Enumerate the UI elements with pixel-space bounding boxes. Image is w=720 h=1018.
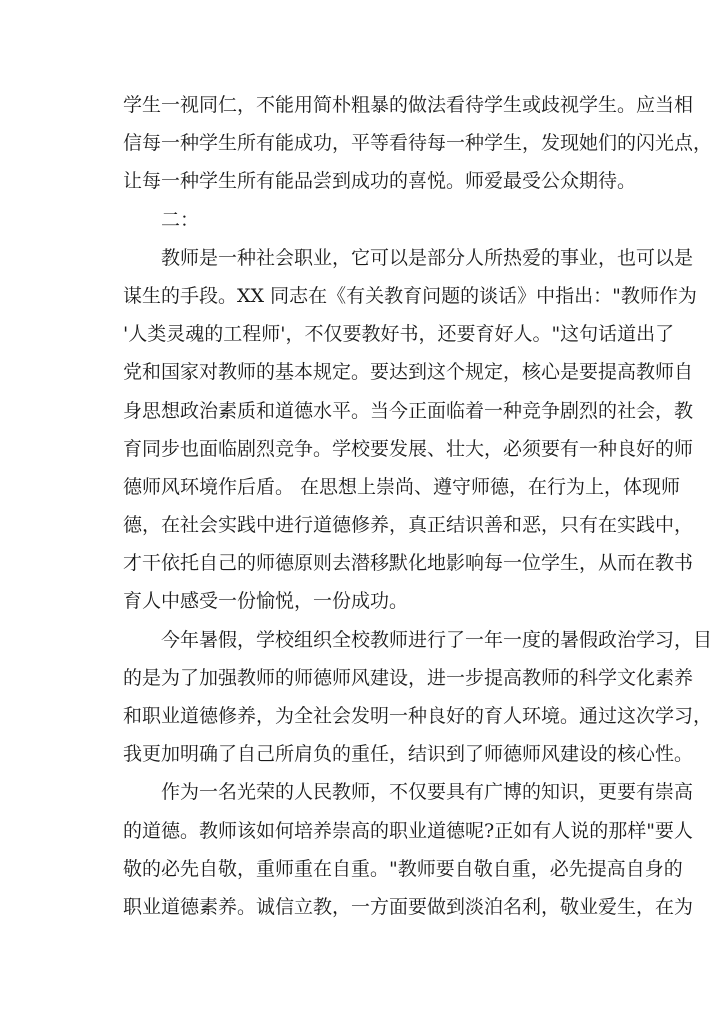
text-line: 让每一种学生所有能品尝到成功的喜悦。师爱最受公众期待。 — [123, 170, 637, 193]
text-line: 德师风环境作后盾。 在思想上崇尚、遵守师德，在行为上，体现师 — [123, 475, 681, 498]
text-line: 谋生的手段。XX 同志在《有关教育问题的谈话》中指出："教师作为 — [123, 284, 697, 307]
text-line: 才干依托自己的师德原则去潜移默化地影响每一位学生，从而在教书 — [123, 552, 694, 575]
text-line: 作为一名光荣的人民教师，不仅要具有广博的知识，更要有崇高 — [161, 781, 694, 804]
text-line: 和职业道德修养，为全社会发明一种良好的育人环境。通过这次学习， — [123, 705, 713, 727]
text-line: 今年暑假，学校组织全校教师进行了一年一度的暑假政治学习，目 — [161, 628, 713, 651]
text-line: 我更加明确了自己所肩负的重任，结识到了师德师风建设的核心性。 — [123, 743, 694, 766]
text-line: '人类灵魂的工程师'，不仅要教好书，还要育好人。"这句话道出了 — [123, 323, 675, 346]
text-line: 职业道德素养。诚信立教，一方面要做到淡泊名利，敬业爱生，在为 — [123, 895, 694, 918]
text-line: 党和国家对教师的基本规定。要达到这个规定，核心是要提高教师自 — [123, 361, 694, 384]
text-line: 敬的必先自敬，重师重在自重。"教师要自敬自重，必先提高自身的 — [123, 857, 683, 880]
text-line: 教师是一种社会职业，它可以是部分人所热爱的事业，也可以是 — [161, 246, 694, 269]
text-line: 的是为了加强教师的师德师风建设，进一步提高教师的科学文化素养 — [123, 666, 694, 689]
text-line: 的道德。教师该如何培养崇高的职业道德呢?正如有人说的那样"要人 — [123, 819, 693, 842]
text-line: 信每一种学生所有能成功，平等看待每一种学生，发现她们的闪光点， — [123, 132, 713, 155]
text-line: 学生一视同仁，不能用简朴粗暴的做法看待学生或歧视学生。应当相 — [123, 94, 694, 116]
section-heading: 二： — [161, 208, 200, 231]
text-line: 育人中感受一份愉悦，一份成功。 — [123, 590, 409, 613]
text-line: 身思想政治素质和道德水平。当今正面临着一种竞争剧烈的社会，教 — [123, 399, 694, 422]
document-body — [123, 86, 713, 926]
text-line: 德，在社会实践中进行道德修养，真正结识善和恶，只有在实践中， — [123, 514, 694, 537]
text-line: 育同步也面临剧烈竞争。学校要发展、壮大，必须要有一种良好的师 — [123, 437, 694, 460]
